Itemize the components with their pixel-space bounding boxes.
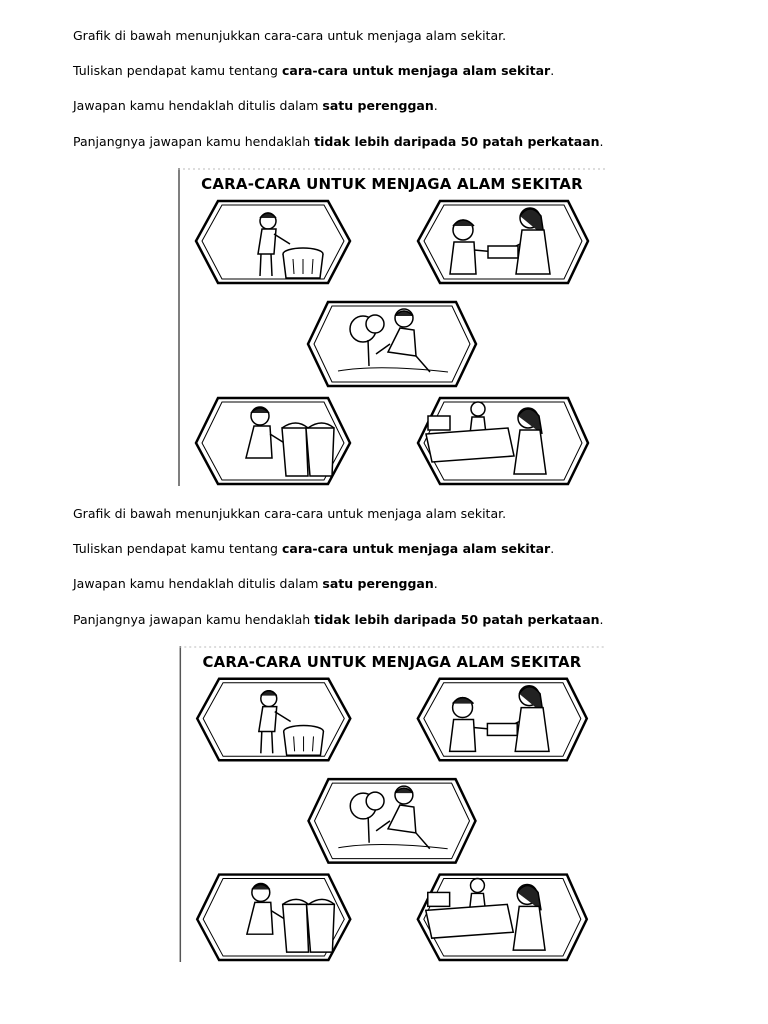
length-suffix: . [599,612,604,627]
intro-text: Grafik di bawah menunjukkan cara-cara untuk menjaga alam sekitar. [73,506,507,521]
rubbish-bin [283,248,323,278]
length-instruction [73,612,604,628]
illustration-svg [178,166,606,488]
format-prefix: Jawapan kamu hendaklah ditulis dalam [73,576,323,591]
illustration-figure [178,166,606,488]
task-instruction [73,63,554,79]
intro-text: Grafik di bawah menunjukkan cara-cara untuk menjaga alam sekitar. [73,28,507,43]
length-limit: tidak lebih daripada 50 patah perkataan [314,134,600,149]
length-instruction [73,134,604,150]
format-suffix: . [433,98,438,113]
panel-shop-counter [418,398,588,484]
format-requirement: satu perenggan [322,576,434,591]
format-prefix: Jawapan kamu hendaklah ditulis dalam [73,98,323,113]
panel-reusable-bag [418,201,588,283]
recycling-bins [282,423,334,476]
worksheet-section-2 [0,478,768,958]
task-topic: cara-cara untuk menjaga alam sekitar [281,541,551,556]
task-topic: cara-cara untuk menjaga alam sekitar [281,63,551,78]
panel-throw-rubbish [197,679,350,760]
length-prefix: Panjangnya jawapan kamu hendaklah [73,134,315,149]
panel-reusable-bag [418,679,587,760]
panel-shop-counter [418,875,587,960]
counter-top [426,904,513,938]
illustration-figure [178,644,606,964]
panel-plant-tree [308,302,476,386]
cash-register [428,416,450,430]
format-instruction [73,576,438,592]
panel-plant-tree [309,779,476,862]
figure-title: CARA-CARA UNTUK MENJAGA ALAM SEKITAR [202,652,582,671]
shopping-box [488,246,518,258]
worksheet-section-1 [0,0,768,480]
task-suffix: . [550,541,555,556]
recycling-bins [283,899,335,952]
counter-top [426,428,514,462]
illustration-svg [178,644,606,964]
task-prefix: Tuliskan pendapat kamu tentang [73,63,282,78]
format-requirement: satu perenggan [322,98,434,113]
task-prefix: Tuliskan pendapat kamu tentang [73,541,282,556]
figure-title: CARA-CARA UNTUK MENJAGA ALAM SEKITAR [201,175,583,193]
panel-throw-rubbish [196,201,350,283]
shopping-box [487,724,517,736]
length-prefix: Panjangnya jawapan kamu hendaklah [73,612,315,627]
task-instruction [73,541,554,557]
panel-recycle [196,398,350,484]
cash-register [428,892,450,906]
panel-recycle [197,875,350,960]
format-suffix: . [433,576,438,591]
task-suffix: . [550,63,555,78]
length-limit: tidak lebih daripada 50 patah perkataan [314,612,600,627]
format-instruction [73,98,438,114]
rubbish-bin [284,725,324,755]
length-suffix: . [599,134,604,149]
